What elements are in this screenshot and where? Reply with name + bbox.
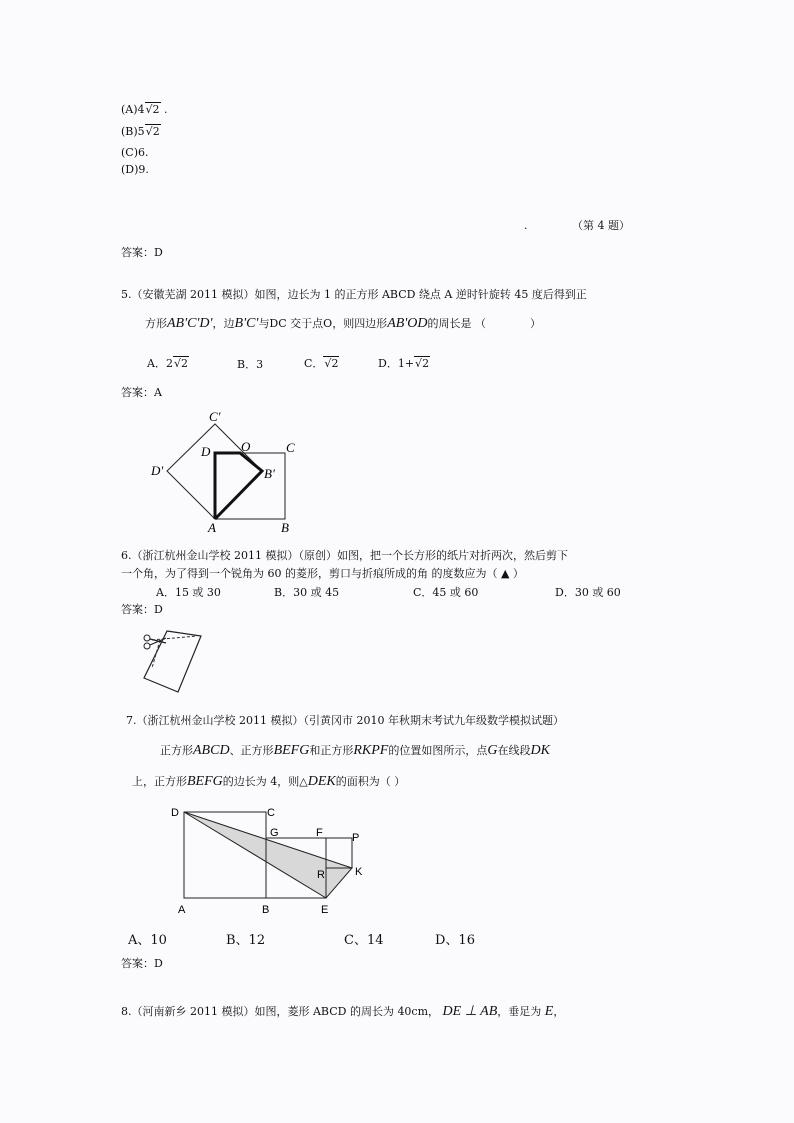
q5-answer: 答案：A: [121, 386, 162, 399]
q7-option-c: C、14: [344, 933, 384, 948]
q7-option-d: D、16: [435, 933, 475, 948]
q4-answer: 答案：D: [121, 246, 163, 259]
q4-option-c: (C)6.: [121, 146, 149, 159]
q5-option-b: B．3: [237, 358, 264, 371]
label-a: A: [178, 904, 186, 916]
label-k: K: [355, 866, 363, 878]
q5-stem-line1: 5.（安徽芜湖 2011 模拟）如图，边长为 1 的正方形 ABCD 绕点 A 逆时针旋转 45 度后得到正: [121, 288, 587, 301]
q4-option-a: (A)4√2 .: [121, 103, 168, 116]
q7-stem-line2: 正方形ABCD、正方形BEFG和正方形RKPF的位置如图所示，点G在线段DK: [160, 743, 550, 758]
q5-option-c: C．√2: [304, 357, 339, 370]
q4-dot: .: [524, 219, 528, 232]
q4-figure-label: （第 4 题）: [572, 219, 630, 232]
q7-stem-line3: 上，正方形BEFG的边长为 4，则△DEK的面积为（ ）: [132, 774, 406, 789]
label-g: G: [270, 827, 279, 839]
label-e: E: [321, 904, 329, 916]
q7-option-b: B、12: [226, 933, 266, 948]
label-b-prime: B': [264, 466, 275, 481]
label-c: C: [267, 807, 275, 819]
label-p: P: [352, 832, 360, 844]
triangle-dek: [184, 812, 352, 898]
label-o: O: [241, 439, 251, 454]
label-c-prime: C': [209, 409, 221, 424]
square-abcd: [184, 812, 266, 898]
q7-option-a: A、10: [128, 933, 167, 948]
q5-stem-line2: 方形AB'C'D'，边B'C'与DC 交于点O，则四边形AB'OD的周长是 （ ）: [145, 316, 542, 331]
q4-option-d: (D)9.: [121, 163, 149, 176]
q6-option-b: B．30 或 45: [274, 586, 340, 599]
label-b: B: [262, 904, 270, 916]
q6-answer: 答案：D: [121, 603, 163, 616]
q5-option-d: D．1+√2: [378, 357, 430, 370]
label-d: D: [171, 807, 179, 819]
q4-option-b: (B)5√2: [121, 125, 160, 138]
q6-option-d: D．30 或 60: [555, 586, 621, 599]
q6-stem-line1: 6.（浙江杭州金山学校 2011 模拟）（原创）如图，把一个长方形的纸片对折两次，然后剪下: [121, 549, 568, 562]
q7-stem-line1: 7.（浙江杭州金山学校 2011 模拟）（引黄冈市 2010 年秋期末考试九年级数学模拟试题）: [126, 714, 564, 727]
label-a: A: [208, 520, 216, 535]
q7-answer: 答案：D: [121, 957, 163, 970]
label-d: D: [201, 444, 211, 459]
q6-option-a: A．15 或 30: [156, 586, 221, 599]
label-r: R: [317, 869, 325, 881]
label-b: B: [281, 520, 289, 535]
q5-option-a: A．2√2: [147, 357, 188, 370]
q6-option-c: C．45 或 60: [413, 586, 479, 599]
label-c: C: [286, 440, 295, 455]
label-d-prime: D': [151, 463, 164, 478]
q8-stem-line1: 8.（河南新乡 2011 模拟）如图，菱形 ABCD 的周长为 40cm， DE ⊥ AB，垂足为 E，: [121, 1004, 565, 1019]
q6-stem-line2: 一个角，为了得到一个锐角为 60 的菱形，剪口与折痕所成的角 的度数应为（ ▲ ）: [121, 567, 524, 580]
label-f: F: [316, 827, 323, 839]
